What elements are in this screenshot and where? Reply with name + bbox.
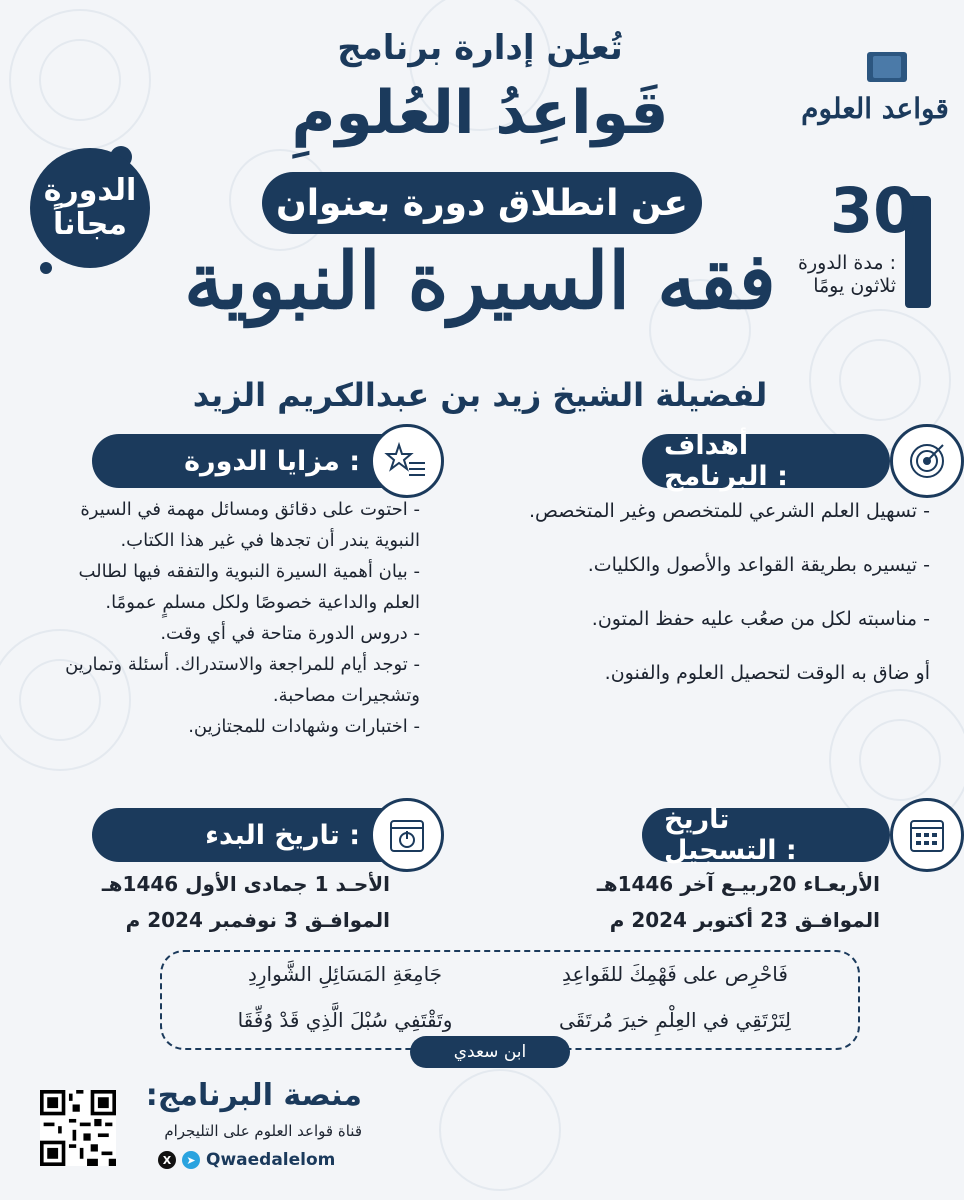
list-item: - تيسيره بطريقة القواعد والأصول والكليات. (587, 554, 930, 576)
list-item: أو ضاق به الوقت لتحصيل العلوم والفنون. (604, 662, 930, 684)
list-item: - دروس الدورة متاحة في أي وقت. (160, 623, 420, 644)
free-badge-line1: الدورة (43, 172, 137, 208)
goals-title: أهداف البرنامج : (664, 430, 788, 492)
poem-verse: فَاحْرِص على فَهْمِكَ للقَواعِدِ (562, 962, 788, 986)
register-date-hijri: الأربعـاء 20ربيـع آخر 1446هـ (596, 872, 880, 896)
power-calendar-icon (370, 798, 444, 872)
duration-label-line1: مدة الدورة : (798, 252, 896, 274)
decor-dot (40, 262, 52, 274)
telegram-icon[interactable]: ➤ (182, 1151, 200, 1169)
x-icon[interactable]: X (158, 1151, 176, 1169)
duration-number: 30 (830, 174, 917, 247)
features-list (40, 494, 420, 742)
start-date-title: تاريخ البدء : (205, 819, 360, 851)
poem-verse: جَامِعَةِ المَسَائِلِ الشَّوارِدِ (247, 962, 443, 986)
start-date-gregorian: الموافـق 3 نوفمبر 2024 م (125, 908, 390, 932)
star-list-icon (370, 424, 444, 498)
social-handle[interactable] (158, 1150, 335, 1170)
poem-verse: لِتَرْتَقِي في العِلْمِ خيرَ مُرتَقَى (559, 1008, 791, 1032)
list-item: - اختبارات وشهادات للمجتازين. (188, 716, 420, 737)
poet-name: ابن سعدي (410, 1036, 570, 1068)
list-item: - مناسبته لكل من صعُب عليه حفظ المتون. (591, 608, 930, 630)
platform-subtitle: قناة قواعد العلوم على التليجرام (164, 1122, 362, 1140)
free-badge-line2: مجاناً (53, 207, 127, 242)
goals-list (490, 500, 930, 716)
features-title: مزايا الدورة : (184, 445, 360, 477)
platform-title: منصة البرنامج: (145, 1078, 362, 1113)
sheikh-name: لفضيلة الشيخ زيد بن عبدالكريم الزيد (192, 376, 768, 414)
start-date (60, 866, 390, 938)
register-date-header (642, 804, 890, 866)
announcement-line: تُعلِن إدارة برنامج (337, 28, 623, 68)
poem-verse: وتَقْتَفِي سُبْلَ الَّذِي قَدْ وُفِّقَا (237, 1008, 453, 1032)
program-name: قَواعِدُ العُلومِ (291, 78, 669, 148)
register-date (560, 866, 880, 938)
list-item: - بيان أهمية السيرة النبوية والتفقه فيها لطالب العلم والداعية خصوصًا ولكل مسلمٍ عمومًا. (78, 561, 420, 613)
target-icon (890, 424, 964, 498)
duration-label-line2: ثلاثون يومًا (813, 274, 896, 297)
handle-text[interactable]: Qwaedalelom (206, 1150, 336, 1170)
free-badge (30, 148, 150, 268)
list-item: - توجد أيام للمراجعة والاستدراك. أسئلة وتمارين وتشجيرات مصاحبة. (65, 654, 420, 706)
logo-text: قواعد العلوم (801, 92, 949, 125)
poem-verses (180, 962, 840, 1032)
qr-code-icon[interactable] (40, 1090, 116, 1166)
goals-header (642, 430, 890, 492)
start-date-hijri: الأحـد 1 جمادى الأول 1446هـ (101, 872, 390, 896)
duration-label (780, 252, 896, 298)
list-item: - احتوت على دقائق ومسائل مهمة في السيرة النبوية يندر أن تجدها في غير هذا الكتاب. (80, 499, 420, 551)
list-item: - تسهيل العلم الشرعي للمتخصص وغير المتخصص. (528, 500, 930, 522)
launch-pill: عن انطلاق دورة بعنوان (262, 172, 702, 234)
calendar-icon (890, 798, 964, 872)
register-date-gregorian: الموافـق 23 أكتوبر 2024 م (609, 908, 880, 932)
register-date-title: تاريخ التسجيل : (664, 804, 797, 866)
course-title: فقه السيرة النبوية (184, 236, 776, 327)
